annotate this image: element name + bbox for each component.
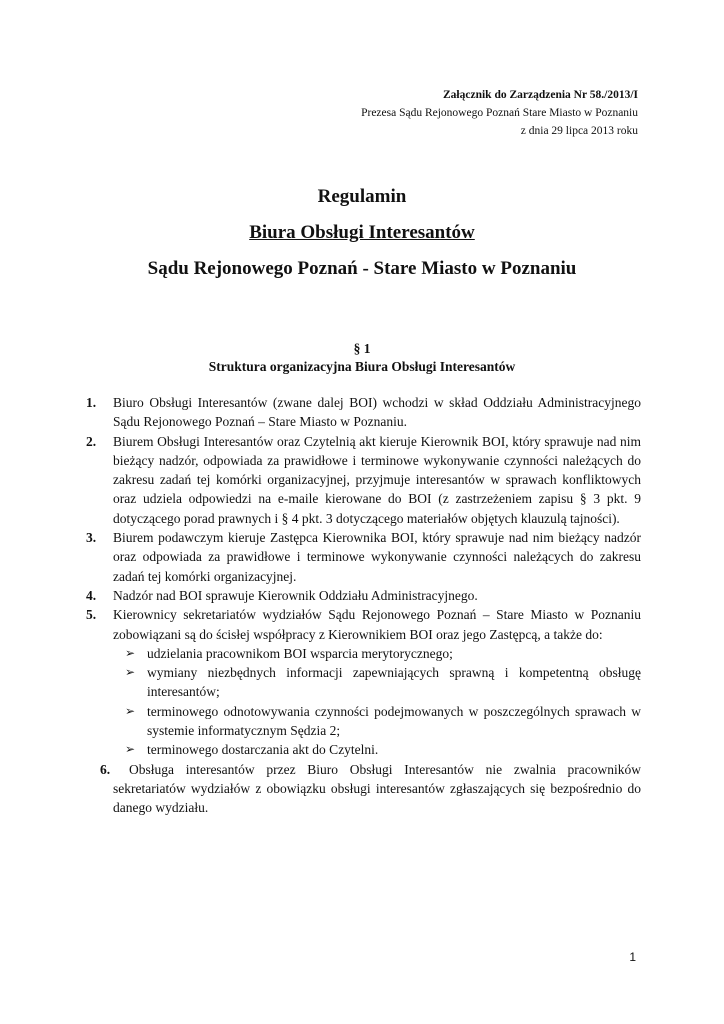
list-item-number: 1. — [86, 395, 97, 410]
document-subtitle-1 — [0, 222, 724, 244]
sub-list — [113, 644, 641, 760]
list-item — [86, 586, 641, 605]
list-item — [86, 393, 641, 432]
sub-list-item — [125, 663, 641, 702]
sub-list-item — [125, 740, 641, 759]
list-item-number: 5. — [86, 607, 97, 623]
list-item-number: 4. — [86, 587, 97, 603]
list-item-text: Biurem Obsługi Interesantów oraz Czytelnią akt kieruje Kierownik BOI, który sprawuje nad nim bieżący nadzór, odpowiada za prawidłowe i terminowe wykonywanie czynności należących do zakresu zadań tej komórki organizacyjnej, przyjmuje interesantów w sprawach konfliktowych oraz udziela odpowiedzi na e-maile kierowane do BOI (z zastrzeżeniem zapisu § 3 pkt. 9 dotyczącego porad prawnych i § 4 pkt. 3 dotyczącego materiałów objętych klauzulą tajności). — [113, 433, 641, 526]
regulation-list — [86, 393, 641, 818]
list-item-number: 6. — [100, 761, 111, 777]
annex-line-1: Załącznik do Zarządzenia Nr 58./2013/I — [443, 89, 638, 101]
arrow-bullet-icon: ➢ — [125, 703, 136, 718]
list-item-number: 3. — [86, 530, 97, 546]
annex-line-2: Prezesa Sądu Rejonowego Poznań Stare Miasto w Poznaniu — [361, 107, 638, 119]
sub-list-item-text: terminowego dostarczania akt do Czytelni. — [147, 742, 379, 758]
list-item-text: Nadzór nad BOI sprawuje Kierownik Oddziału Administracyjnego. — [113, 587, 478, 603]
sub-list-item-text: wymiany niezbędnych informacji zapewniających sprawną i kompetentną obsługę interesantów; — [147, 665, 641, 700]
page-number: 1 — [629, 950, 636, 964]
section-number: § 1 — [353, 341, 371, 356]
list-item — [86, 605, 641, 759]
document-title: Regulamin — [317, 186, 407, 207]
list-item — [86, 432, 641, 528]
section-heading: Struktura organizacyjna Biura Obsługi Interesantów — [208, 359, 516, 374]
sub-list-item — [125, 644, 641, 663]
list-item-text: Kierownicy sekretariatów wydziałów Sądu Rejonowego Poznań – Stare Miasto w Poznaniu zobowiązani są do ścisłej współpracy z Kierownikiem BOI oraz jego Zastępcą, a także do: — [113, 607, 641, 642]
list-item — [86, 760, 641, 818]
list-item-number: 2. — [86, 433, 97, 449]
list-item-text: Biuro Obsługi Interesantów (zwane dalej BOI) wchodzi w skład Oddziału Administracyjnego Sądu Rejonowego Poznań – Stare Miasto w Poznaniu. — [113, 395, 641, 430]
document-subtitle-1-text: Biura Obsługi Interesantów — [249, 222, 475, 243]
list-item-text: Biurem podawczym kieruje Zastępca Kierownika BOI, który sprawuje nad nim bieżący nadzór oraz odpowiada za prawidłowe i terminowe wykonywanie czynności należących do zakresu zadań tej komórki organizacyjnej. — [113, 530, 641, 584]
arrow-bullet-icon: ➢ — [125, 742, 136, 757]
annex-header — [361, 86, 638, 140]
sub-list-item-text: udzielania pracownikom BOI wsparcia merytorycznego; — [147, 645, 453, 661]
list-item-text: Obsługa interesantów przez Biuro Obsługi Interesantów nie zwalnia pracowników sekretariatów wydziałów z obowiązku obsługi interesantów zgłaszających się bezpośrednio do danego wydziału. — [113, 761, 641, 816]
document-subtitle-2: Sądu Rejonowego Poznań - Stare Miasto w Poznaniu — [147, 258, 577, 279]
arrow-bullet-icon: ➢ — [125, 645, 136, 660]
annex-line-3: z dnia 29 lipca 2013 roku — [520, 125, 638, 137]
arrow-bullet-icon: ➢ — [125, 665, 136, 680]
sub-list-item-text: terminowego odnotowywania czynności podejmowanych w poszczególnych sprawach w systemie informatycznym Sędzia 2; — [147, 703, 641, 739]
sub-list-item — [125, 702, 641, 741]
list-item — [86, 528, 641, 586]
